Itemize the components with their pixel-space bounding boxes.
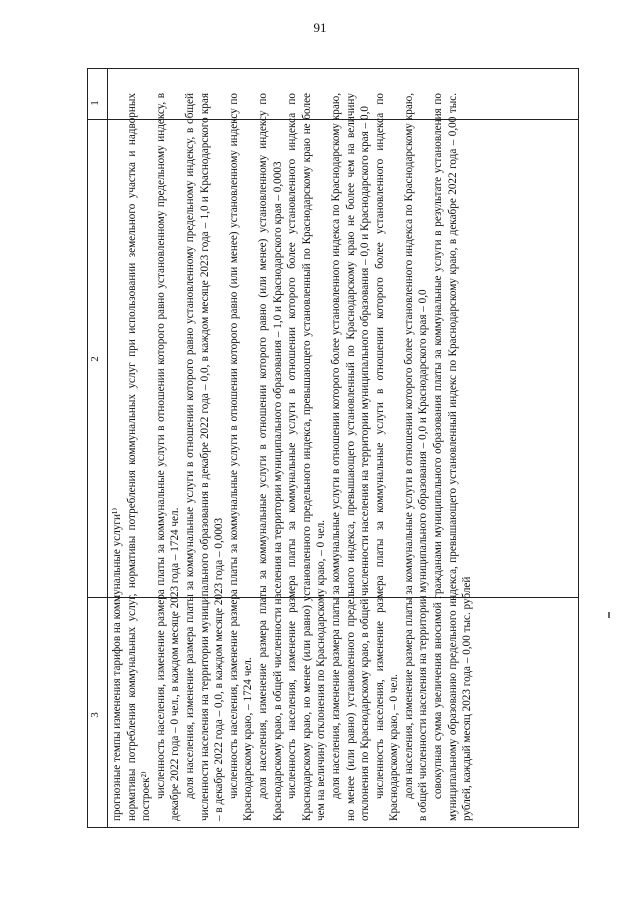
- paragraph-6: доля населения, изменение размера платы за коммунальные услуги в отношении которого равно (или менее) установленному индексу по Краснодарскому краю, в общей численности населения на территории муниципального образования – 1,0 и Краснодарского края – 0,0003: [256, 93, 284, 821]
- rotated-text-block: [108, 87, 578, 827]
- column-header-2: 2: [88, 356, 101, 362]
- paragraph-9: численность населения, изменение размера платы за коммунальные услуги в отношении которого более установленного индекса по Краснодарскому краю, – 0 чел.: [373, 93, 401, 821]
- paragraph-5: численность населения, изменение размера платы за коммунальные услуги в отношении которого равно (или менее) установленному индексу по Краснодарскому краю, – 1724 чел.: [227, 93, 255, 821]
- paragraph-3: численность населения, изменение размера платы за коммунальные услуги в отношении которого равно установленному предельному индексу, в декабре 2022 года – 0 чел., в каждом месяце 2023 года – 1724 чел.: [154, 93, 182, 821]
- rotated-table: [87, 68, 579, 828]
- paragraph-10: доля населения, изменение размера платы за коммунальные услуги в отношении которого более установленного индекса по Краснодарскому краю, в общей численности населения на территории муниципального образования – 0,0 и Краснодарского края – 0,0: [402, 93, 430, 821]
- paragraph-4: доля населения, изменение размера платы за коммунальные услуги в отношении которого равно установленному предельному индексу, в общей численности населения на территории муниципального образования в декабре 2022 года – 0,0, в каждом месяце 2023 года – 1,0 и Краснодарского края – в декабре 2022 года – 0,0, в каждом месяце 2023 года – 0,0003: [183, 93, 226, 821]
- column-header-3: 3: [88, 712, 101, 718]
- page-number: 91: [313, 20, 327, 35]
- paragraph-7: численность населения, изменение размера платы за коммунальные услуги в отношении которого более установленного индекса по Краснодарскому краю, но менее (или равно) установленного предельного индекса, превышающего установленный по Краснодарскому краю не более чем на величину отклонения по Краснодарскому краю, – 0 чел.: [286, 93, 328, 821]
- column-header-1: 1: [88, 100, 101, 106]
- paragraph-11: совокупная сумма увеличения вносимой гражданами муниципального образования платы за коммунальные услуги в результате установления по муниципальному образованию предельного индекса, превышающего установленный индекс по Краснодарскому краю, в декабре 2022 года – 0,00 тыс. рублей, каждый месяц 2023 года – 0,00 тыс. рублей: [432, 93, 474, 821]
- paragraph-2: нормативы потребления коммунальных услуг, нормативы потребления коммунальных услуг при использовании земельного участка и надворных построек²⁾: [125, 93, 153, 821]
- paragraph-1: прогнозные темпы изменения тарифов на коммунальные услуги¹⁾: [111, 507, 123, 821]
- paragraph-8: доля населения, изменение размера платы за коммунальные услуги в отношении которого более установленного индекса по Краснодарскому краю, но менее (или равно) установленного предельного индекса, превышающего установленный по Краснодарскому краю не более чем на величину отклонения по Краснодарскому краю, в общей численности населения на территории муниципального образования – 0,0 и Краснодарского края – 0,0: [329, 93, 372, 821]
- column-3-content: [108, 69, 578, 827]
- margin-mark: [608, 612, 610, 618]
